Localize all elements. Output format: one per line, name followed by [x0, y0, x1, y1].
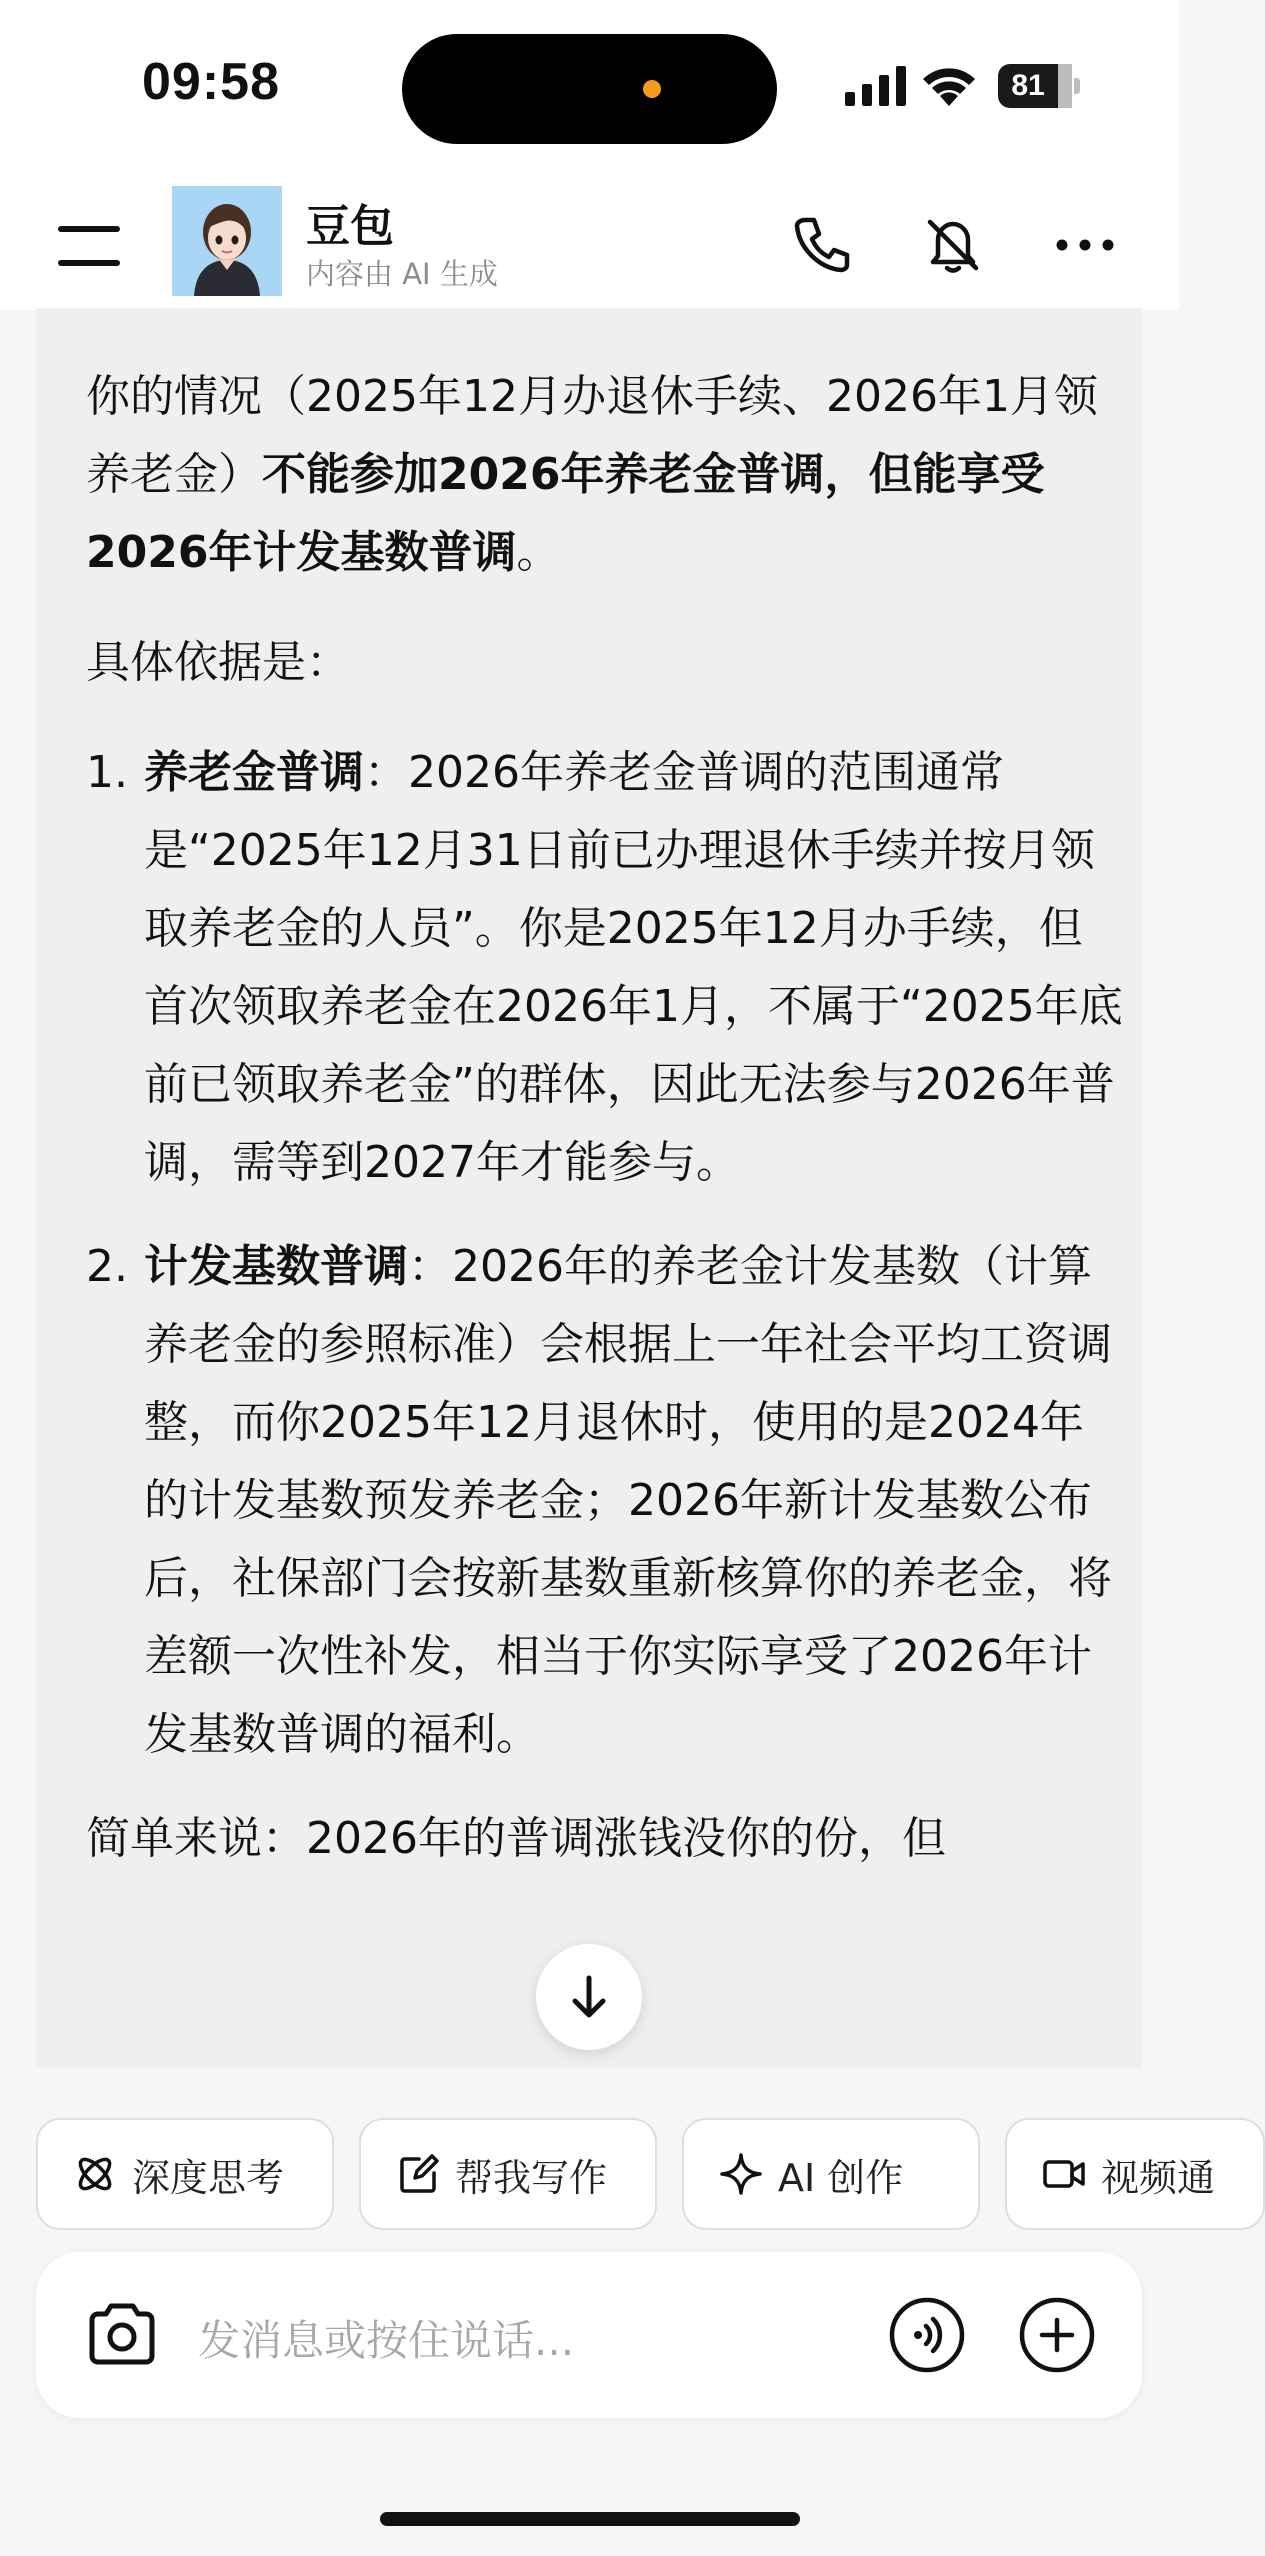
voice-icon[interactable]: [888, 2296, 966, 2374]
quick-action-chips: [36, 2118, 1216, 2230]
summary-paragraph: 简单来说：2026年的普调涨钱没你的份，但: [86, 1813, 946, 1864]
list-number: 1.: [86, 747, 128, 798]
intro-paragraph: [86, 358, 1126, 592]
chip-label: AI 创作: [778, 2155, 904, 2200]
chip-help-write[interactable]: [359, 2118, 657, 2230]
wifi-icon: [920, 62, 978, 108]
composer-area: [0, 2068, 1216, 2556]
list-item-title: 养老金普调: [144, 747, 364, 798]
status-bar: [0, 0, 1179, 170]
battery-icon: [998, 64, 1080, 108]
more-icon[interactable]: [1050, 210, 1120, 280]
list-item: [86, 1228, 1126, 1774]
menu-icon[interactable]: [58, 222, 122, 268]
chip-deep-thinking[interactable]: [36, 2118, 334, 2230]
cellular-signal-icon: [845, 66, 907, 106]
intro-end: 。: [516, 527, 561, 578]
dynamic-island: [402, 34, 777, 144]
sparkle-icon: [718, 2151, 764, 2197]
edit-icon: [395, 2151, 441, 2197]
battery-level: 81: [1011, 69, 1045, 102]
avatar[interactable]: [172, 186, 282, 296]
mute-icon[interactable]: [918, 210, 988, 280]
basis-list: [86, 734, 1126, 1774]
add-icon[interactable]: [1018, 2296, 1096, 2374]
list-item-body: ：2026年的养老金计发基数（计算养老金的参照标准）会根据上一年社会平均工资调整，而你2025年12月退休时，使用的是2024年的计发基数预发养老金；2026年新计发基数公布后，社保部门会按新基数重新核算你的养老金，将差额一次性补发，相当于你实际享受了2026年计发基数普调的福利。: [144, 1241, 1112, 1760]
basis-heading: 具体依据是：: [86, 637, 350, 688]
avatar-image: [172, 186, 282, 296]
list-item: [86, 734, 1126, 1202]
chip-label: 帮我写作: [455, 2155, 608, 2200]
chip-ai-create[interactable]: [682, 2118, 980, 2230]
home-indicator[interactable]: [380, 2512, 800, 2526]
phone-icon[interactable]: [787, 210, 857, 280]
atom-icon: [72, 2151, 118, 2197]
chip-video-call[interactable]: [1005, 2118, 1265, 2230]
arrow-down-icon: [564, 1972, 614, 2022]
list-item-body: ：2026年养老金普调的范围通常是“2025年12月31日前已办理退休手续并按月领取养老金的人员”。你是2025年12月办手续，但首次领取养老金在2026年1月，不属于“2025年底前已领取养老金”的群体，因此无法参与2026年普调，需等到2027年才能参与。: [144, 747, 1123, 1188]
message-input-bar[interactable]: [36, 2252, 1142, 2418]
message-input[interactable]: 发消息或按住说话...: [198, 2316, 575, 2365]
intro-bold-text: 不能参加2026年养老金普调，但能享受2026年计发基数普调: [86, 449, 1045, 578]
assistant-message: [36, 308, 1142, 2068]
video-icon: [1041, 2151, 1087, 2197]
bot-name: 豆包: [306, 201, 394, 252]
scroll-to-bottom-button[interactable]: [536, 1944, 642, 2050]
intro-text: 你的情况（2025年12月办退休手续、2026年1月领养老金）: [86, 371, 1098, 500]
list-item-title: 计发基数普调: [144, 1241, 408, 1292]
chat-header: [0, 170, 1179, 310]
camera-icon[interactable]: [84, 2298, 160, 2370]
status-time: 09:58: [142, 53, 280, 111]
chip-label: 视频通: [1101, 2155, 1216, 2200]
recording-indicator: [643, 80, 661, 98]
list-number: 2.: [86, 1241, 128, 1292]
ai-generated-label: 内容由 AI 生成: [306, 257, 498, 291]
message-text: [86, 358, 1126, 1910]
chip-label: 深度思考: [132, 2155, 285, 2200]
